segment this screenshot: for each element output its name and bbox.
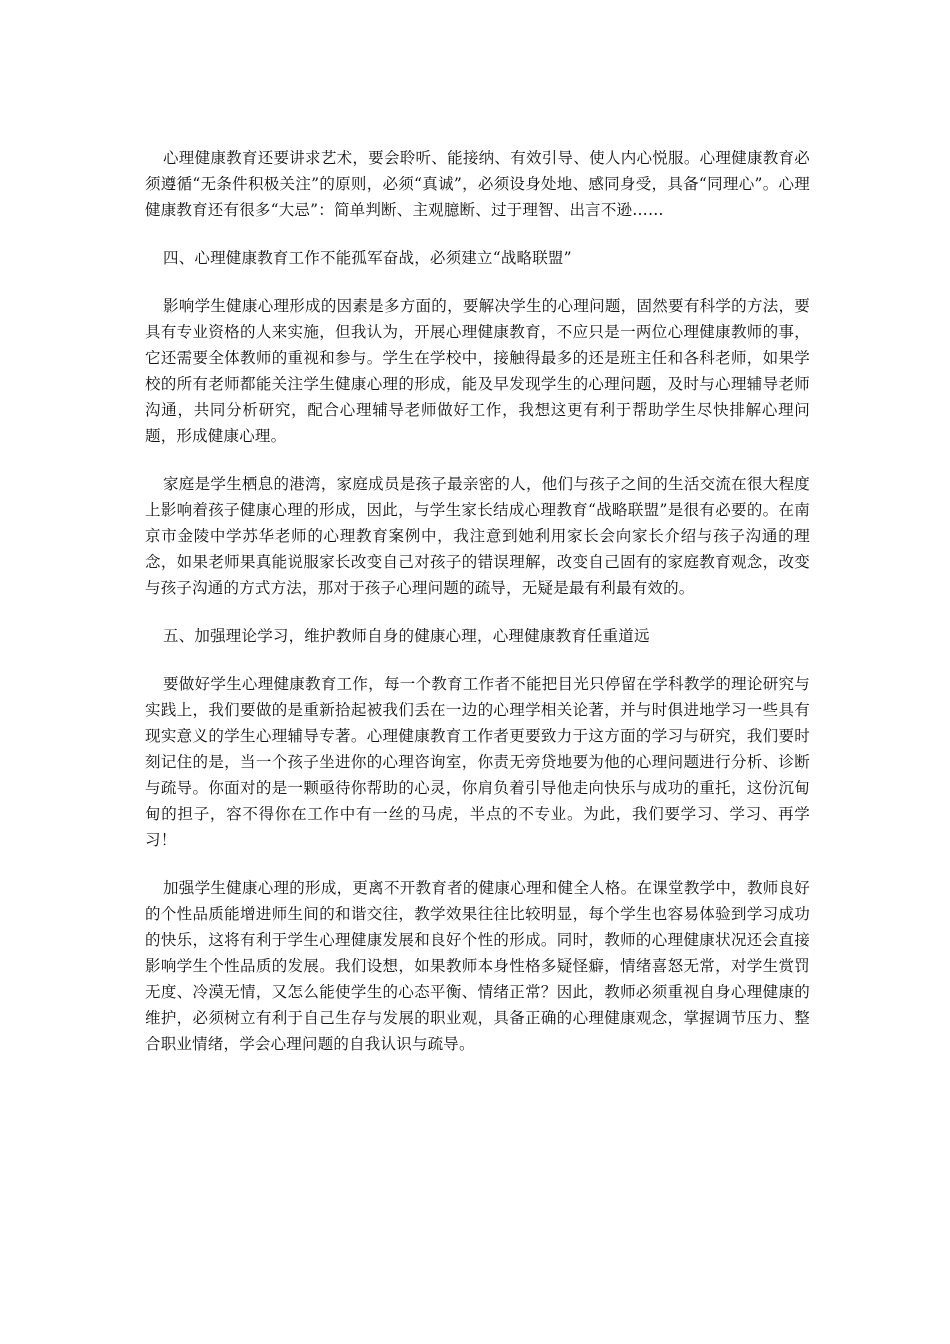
section-heading-five: 五、加强理论学习，维护教师自身的健康心理，心理健康教育任重道远 (163, 627, 650, 645)
document-body (145, 145, 810, 1079)
paragraph-theory-study: 要做好学生心理健康教育工作，每一个教育工作者不能把目光只停留在学科教学的理论研究与实践上，我们要做的是重新拾起被我们丢在一边的心理学相关论著，并与时俱进地学习一些具有现实意义的学生心理辅导专著。心理健康教育工作者更要致力于这方面的学习与研究，我们要时刻记住的是，当一个孩子坐进你的心理咨询室，你责无旁贷地要为他的心理问题进行分析、诊断与疏导。你面对的是一颗亟待你帮助的心灵，你肩负着引导他走向快乐与成功的重托，这份沉甸甸的担子，容不得你在工作中有一丝的马虎，半点的不专业。为此，我们要学习、学习、再学习！ (145, 675, 810, 849)
paragraph-art-of-counseling: 心理健康教育还要讲求艺术，要会聆听、能接纳、有效引导、使人内心悦服。心理健康教育必须遵循“无条件积极关注”的原则，必须“真诚”，必须设身处地、感同身受，具备“同理心”。心理健康教育还有很多“大忌”：简单判断、主观臆断、过于理智、出言不逊…… (145, 149, 810, 219)
paragraph-teacher-collaboration: 影响学生健康心理形成的因素是多方面的，要解决学生的心理问题，固然要有科学的方法，要具有专业资格的人来实施，但我认为，开展心理健康教育，不应只是一两位心理健康教师的事，它还需要全体教师的重视和参与。学生在学校中，接触得最多的还是班主任和各科老师，如果学校的所有老师都能关注学生健康心理的形成，能及早发现学生的心理问题，及时与心理辅导老师沟通，共同分析研究，配合心理辅导老师做好工作，我想这更有利于帮助学生尽快排解心理问题，形成健康心理。 (145, 297, 810, 445)
section-heading-four: 四、心理健康教育工作不能孤军奋战，必须建立“战略联盟” (163, 249, 572, 267)
paragraph-teacher-mental-health: 加强学生健康心理的形成，更离不开教育者的健康心理和健全人格。在课堂教学中，教师良好的个性品质能增进师生间的和谐交往，教学效果往往比较明显，每个学生也容易体验到学习成功的快乐，这将有利于学生心理健康发展和良好个性的形成。同时，教师的心理健康状况还会直接影响学生个性品质的发展。我们设想，如果教师本身性格多疑怪癖，情绪喜怒无常，对学生赏罚无度、冷漠无情，又怎么能使学生的心态平衡、情绪正常？因此，教师必须重视自身心理健康的维护，必须树立有利于自己生存与发展的职业观，具备正确的心理健康观念，掌握调节压力、整合职业情绪，学会心理问题的自我认识与疏导。 (145, 879, 810, 1053)
paragraph-family-alliance: 家庭是学生栖息的港湾，家庭成员是孩子最亲密的人，他们与孩子之间的生活交流在很大程度上影响着孩子健康心理的形成，因此，与学生家长结成心理教育“战略联盟”是很有必要的。在南京市金陵中学苏华老师的心理教育案例中，我注意到她利用家长会向家长介绍与孩子沟通的理念，如果老师果真能说服家长改变自己对孩子的错误理解，改变自己固有的家庭教育观念，改变与孩子沟通的方式方法，那对于孩子心理问题的疏导，无疑是最有利最有效的。 (145, 475, 810, 597)
